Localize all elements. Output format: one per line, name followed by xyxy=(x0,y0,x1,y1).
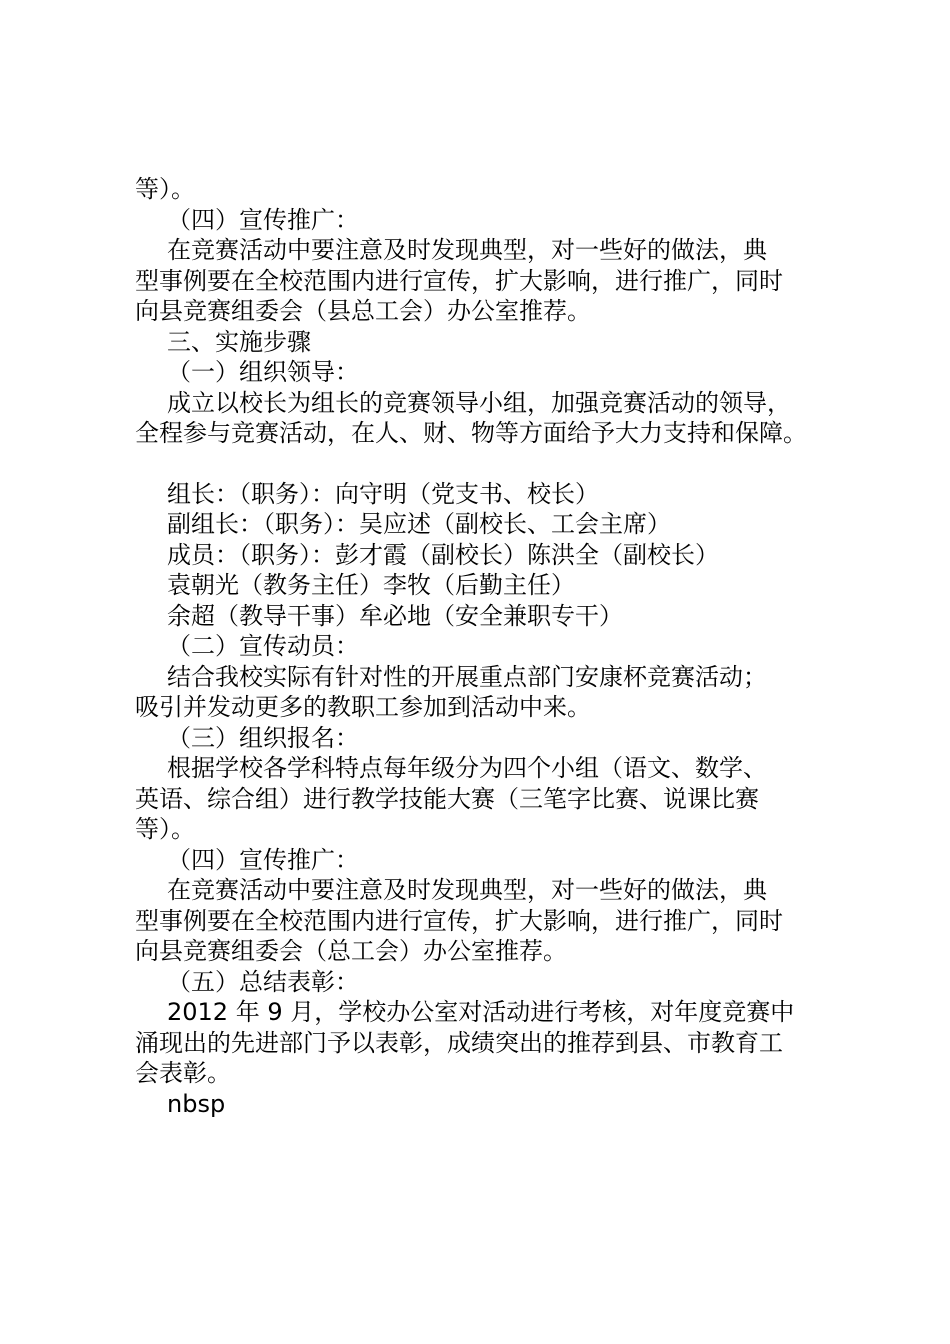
paragraph-line: 2012 年 9 月，学校办公室对活动进行考核，对年度竞赛中 xyxy=(167,998,795,1026)
paragraph-line: 成立以校长为组长的竞赛领导小组，加强竞赛活动的领导， xyxy=(167,389,791,417)
paragraph-line: 等）。 xyxy=(135,815,195,843)
paragraph-line: 向县竞赛组委会（县总工会）办公室推荐。 xyxy=(135,297,591,325)
section-heading-mobilization: （二）宣传动员： xyxy=(167,632,359,660)
paragraph-line: 会表彰。 xyxy=(135,1059,231,1087)
paragraph-line: 英语、综合组）进行教学技能大赛（三笔字比赛、说课比赛 xyxy=(135,785,759,813)
paragraph-line: 型事例要在全校范围内进行宣传，扩大影响，进行推广，同时 xyxy=(135,267,783,295)
paragraph-line: 吸引并发动更多的教职工参加到活动中来。 xyxy=(135,693,591,721)
member-line-members: 袁朝光（教务主任）李牧（后勤主任） xyxy=(167,571,575,599)
section-heading-steps: 三、实施步骤 xyxy=(167,328,311,356)
paragraph-line: 结合我校实际有针对性的开展重点部门安康杯竞赛活动； xyxy=(167,663,767,691)
trailing-text: nbsp xyxy=(167,1090,226,1118)
text-line-continuation: 等）。 xyxy=(135,175,195,203)
section-heading-leadership: （一）组织领导： xyxy=(167,358,359,386)
member-line-members: 成员：（职务）：彭才霞（副校长）陈洪全（副校长） xyxy=(167,541,719,569)
paragraph-line: 在竞赛活动中要注意及时发现典型，对一些好的做法，典 xyxy=(167,236,767,264)
section-heading-publicity: （四）宣传推广： xyxy=(167,846,359,874)
paragraph-line: 涌现出的先进部门予以表彰，成绩突出的推荐到县、市教育工 xyxy=(135,1029,783,1057)
paragraph-line: 向县竞赛组委会（总工会）办公室推荐。 xyxy=(135,937,567,965)
section-heading-publicity: （四）宣传推广： xyxy=(167,206,359,234)
section-heading-registration: （三）组织报名： xyxy=(167,724,359,752)
member-line-deputy: 副组长：（职务）：吴应述（副校长、工会主席） xyxy=(167,510,671,538)
paragraph-line: 根据学校各学科特点每年级分为四个小组（语文、数学、 xyxy=(167,754,767,782)
paragraph-line: 全程参与竞赛活动，在人、财、物等方面给予大力支持和保障。 xyxy=(135,419,807,447)
section-heading-summary: （五）总结表彰： xyxy=(167,968,359,996)
member-line-leader: 组长：（职务）：向守明（党支书、校长） xyxy=(167,480,599,508)
member-line-members: 余超（教导干事）牟必地（安全兼职专干） xyxy=(167,602,623,630)
paragraph-line: 在竞赛活动中要注意及时发现典型，对一些好的做法，典 xyxy=(167,876,767,904)
paragraph-line: 型事例要在全校范围内进行宣传，扩大影响，进行推广，同时 xyxy=(135,907,783,935)
